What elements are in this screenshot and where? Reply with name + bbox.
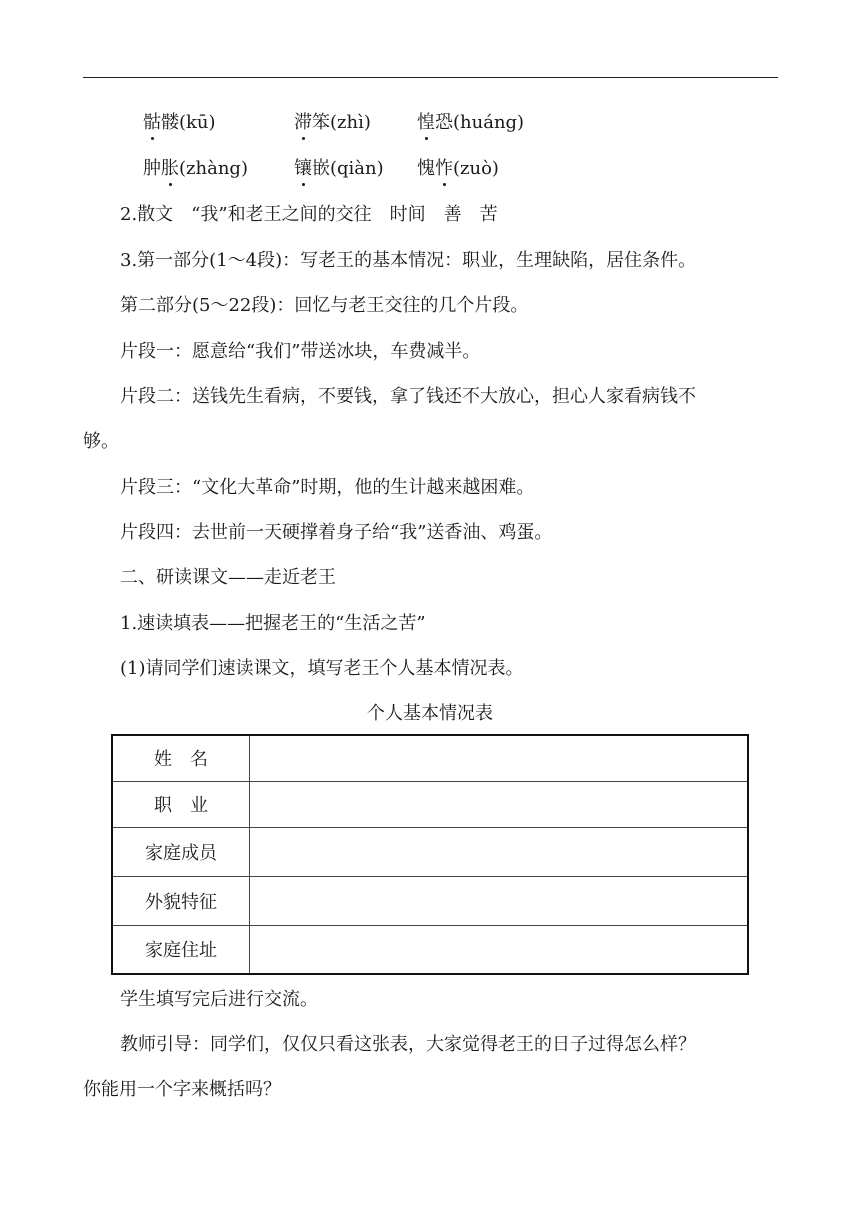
paragraph: 片段三：“文化大革命”时期，他的生计越来越困难。 (120, 477, 535, 498)
table-caption: 个人基本情况表 (367, 703, 493, 724)
pinyin-word: 惶恐(huáng) (417, 112, 525, 133)
table-value-cell[interactable] (250, 925, 749, 974)
paragraph-continuation: 你能用一个字来概括吗？ (83, 1079, 281, 1100)
paragraph: 片段二：送钱先生看病，不要钱，拿了钱还不大放心，担心人家看病钱不 (120, 386, 696, 407)
paragraph: 第二部分(5～22段)：回忆与老王交往的几个片段。 (120, 295, 529, 316)
table-row (112, 925, 748, 974)
table-row (112, 827, 748, 876)
table-row (112, 876, 748, 925)
table-value-cell[interactable] (250, 827, 749, 876)
table-label-cell: 姓 名 (112, 735, 250, 781)
paragraph: 片段四：去世前一天硬撑着身子给“我”送香油、鸡蛋。 (120, 522, 553, 543)
table-value-cell[interactable] (250, 876, 749, 925)
paragraph-continuation: 够。 (83, 431, 119, 452)
section-heading: 二、研读课文——走近老王 (120, 567, 336, 588)
paragraph: 教师引导：同学们，仅仅只看这张表，大家觉得老王的日子过得怎么样？ (120, 1034, 696, 1055)
table-row (112, 781, 748, 827)
paragraph: 2.散文 “我”和老王之间的交往 时间 善 苦 (120, 204, 498, 225)
header-rule (83, 77, 778, 78)
pinyin-word: 愧怍(zuò) (417, 158, 499, 179)
paragraph: 片段一：愿意给“我们”带送冰块，车费减半。 (120, 341, 481, 362)
table-value-cell[interactable] (250, 735, 749, 781)
pinyin-word: 镶嵌(qiàn) (294, 158, 384, 179)
paragraph: 学生填写完后进行交流。 (120, 989, 318, 1010)
table-row (112, 735, 748, 781)
info-table (111, 734, 749, 975)
pinyin-word: 骷髅(kū) (143, 112, 216, 133)
table-label-cell: 外貌特征 (112, 876, 250, 925)
paragraph: 3.第一部分(1～4段)：写老王的基本情况：职业，生理缺陷，居住条件。 (120, 250, 697, 271)
pinyin-word: 肿胀(zhàng) (143, 158, 248, 179)
table-label-cell: 家庭住址 (112, 925, 250, 974)
pinyin-word: 滞笨(zhì) (294, 112, 371, 133)
table-value-cell[interactable] (250, 781, 749, 827)
table-label-cell: 职 业 (112, 781, 250, 827)
table-label-cell: 家庭成员 (112, 827, 250, 876)
subsection-heading: 1.速读填表——把握老王的“生活之苦” (120, 613, 426, 634)
instruction: (1)请同学们速读课文，填写老王个人基本情况表。 (120, 658, 524, 679)
